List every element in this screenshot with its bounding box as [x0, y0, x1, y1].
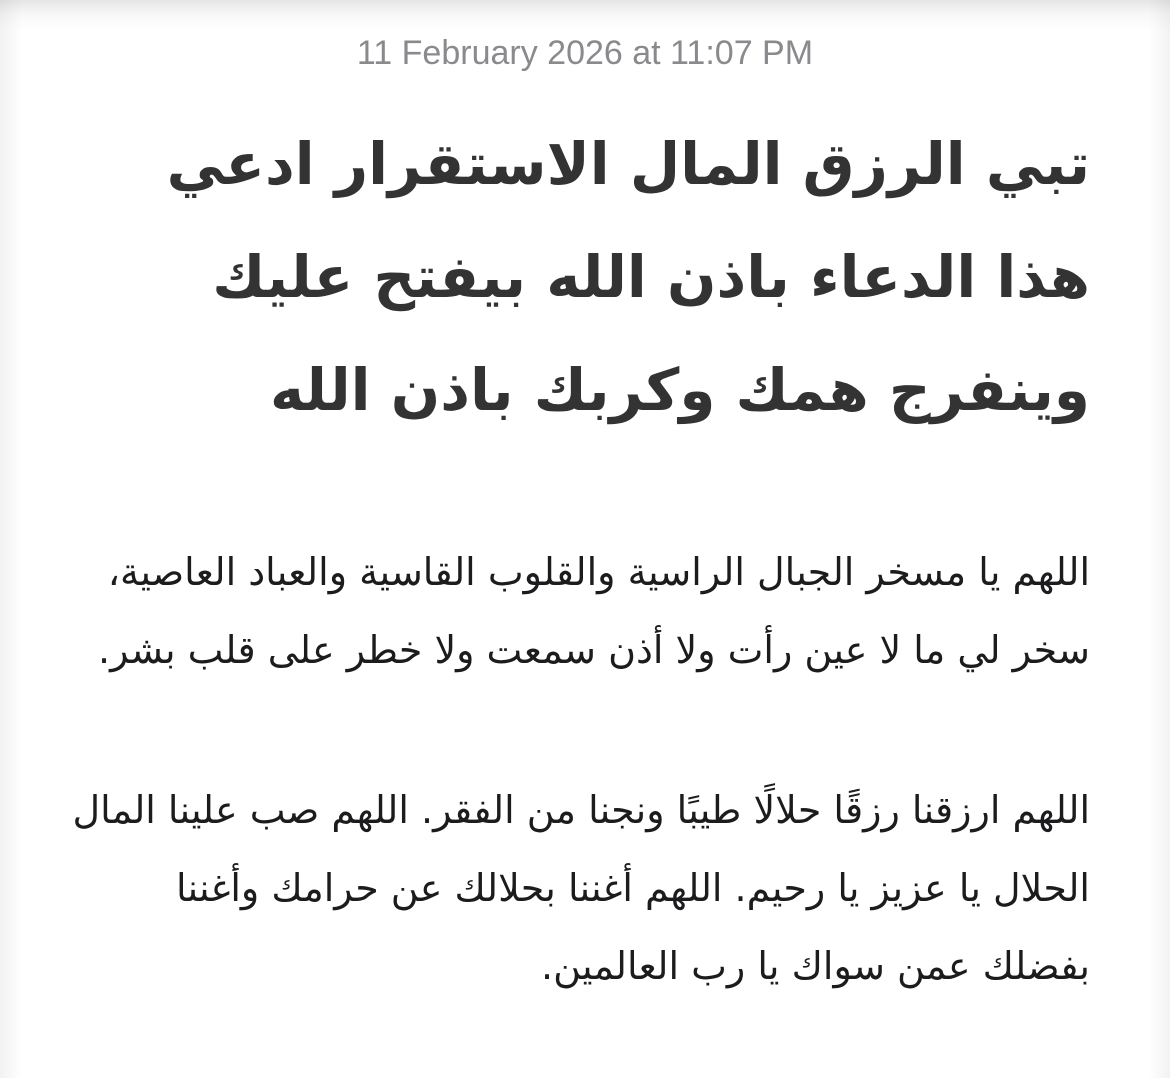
note-paragraph: اللهم ارزقنا رزقًا حلالًا طيبًا ونجنا من الفقر. اللهم صب علينا المال الحلال يا عزيز يا رحيم. اللهم أغننا بحلالك عن حرامك وأغننا بفضلك عمن سواك يا رب العالمين. — [72, 788, 1090, 988]
note-title: تبي الرزق المال الاستقرار ادعي هذا الدعاء باذن الله بيفتح عليك وينفرج همك وكربك باذن الله — [166, 130, 1090, 424]
note-timestamp: 11 February 2026 at 11:07 PM — [356, 34, 814, 72]
left-edge-shadow — [0, 0, 22, 1078]
top-edge-shadow — [0, 0, 1170, 30]
note-paragraph: اللهم يا مسخر الجبال الراسية والقلوب القاسية والعباد العاصية، سخر لي ما لا عين رأت ولا أذن سمعت ولا خطر على قلب بشر. — [98, 550, 1090, 672]
right-edge-shadow — [1148, 0, 1170, 1078]
note-body[interactable] — [60, 108, 1090, 1005]
